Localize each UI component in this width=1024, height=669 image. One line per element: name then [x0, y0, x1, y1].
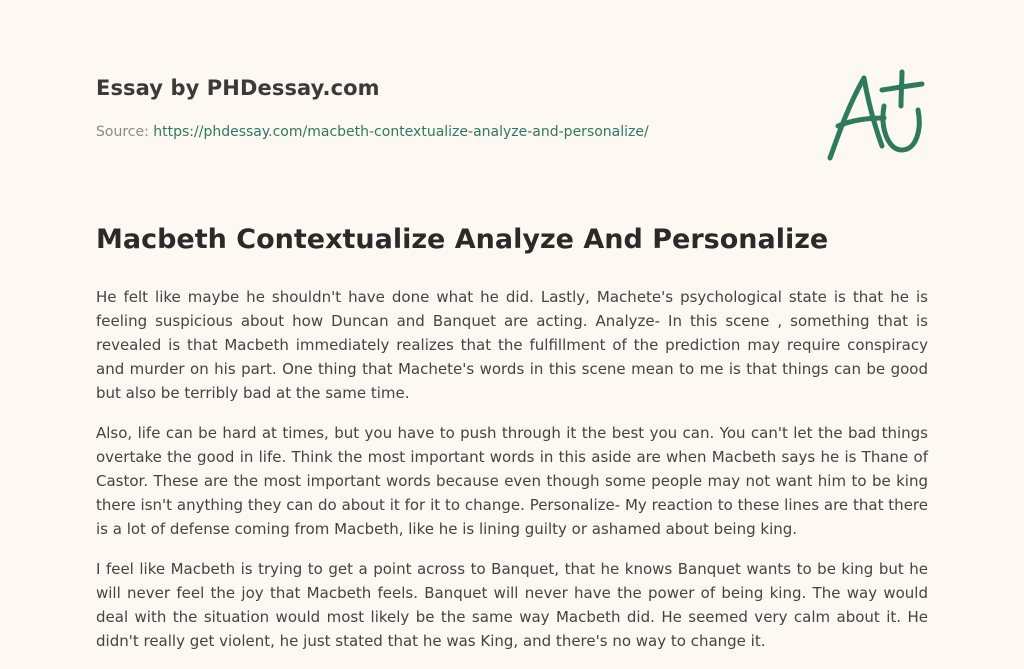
essay-paragraph: He felt like maybe he shouldn't have done what he did. Lastly, Machete's psychological state is that he is feeling suspicious about how Duncan and Banquet are acting. Analyze- In this scene , something that is revealed is that Macbeth immediately realizes that the fulfillment of the prediction may require conspiracy and murder on his part. One thing that Machete's words in this scene mean to me is that things can be good but also be terribly bad at the same time. [96, 288, 928, 402]
source-link[interactable]: https://phdessay.com/macbeth-contextualize-analyze-and-personalize/ [153, 124, 649, 140]
a-plus-grade-icon [822, 66, 930, 166]
essay-paragraph: Also, life can be hard at times, but you have to push through it the best you can. You can't let the bad things overtake the good in life. Think the most important words in this aside are when Macbeth says he is Thane of Castor. These are the most important words because even though some people may not want him to be king there isn't anything they can do about it for it to change. Personalize- My reaction to these lines are that there is a lot of defense coming from Macbeth, like he is lining guilty or ashamed about being king. [96, 424, 928, 538]
essay-body [96, 285, 928, 669]
essay-paragraph: I feel like Macbeth is trying to get a point across to Banquet, that he knows Banquet wants to be king but he will never feel the joy that Macbeth feels. Banquet will never have the power of being king. The way would deal with the situation would most likely be the same way Macbeth did. He seemed very calm about it. He didn't really get violent, he just stated that he was King, and there's no way to change it. [96, 560, 928, 650]
source-label: Source: [96, 124, 149, 140]
source-line [96, 124, 796, 140]
site-title: Essay by PHDessay.com [96, 76, 380, 100]
essay-title: Macbeth Contextualize Analyze And Personalize [96, 224, 829, 255]
page-header [96, 76, 796, 140]
